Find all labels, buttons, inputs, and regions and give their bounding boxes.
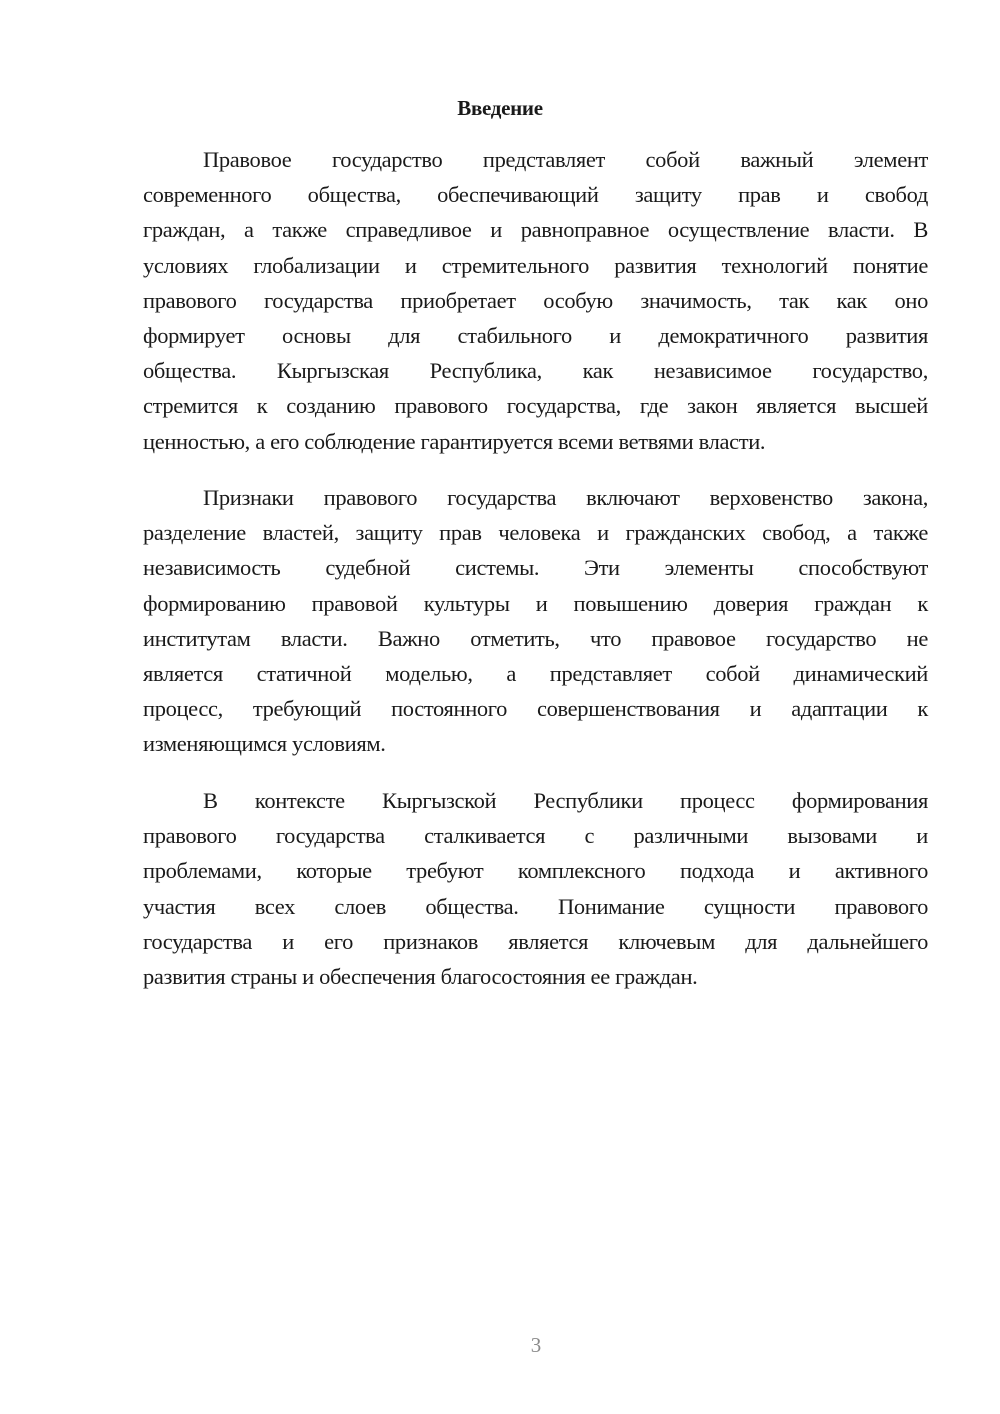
text-line: ценностью, а его соблюдение гарантируется всеми ветвями власти. xyxy=(143,428,766,454)
paragraph-3 xyxy=(143,783,928,994)
section-heading: Введение xyxy=(457,96,543,120)
text-line: проблемами, которые требуют комплексного подхода и активного xyxy=(143,858,928,884)
text-line: участия всех слоев общества. Понимание сущности правового xyxy=(143,893,928,919)
text-line: формирует основы для стабильного и демократичного развития xyxy=(143,322,928,348)
text-line: государства и его признаков является ключевым для дальнейшего xyxy=(143,928,928,954)
text-line: процесс, требующий постоянного совершенствования и адаптации к xyxy=(143,696,928,722)
text-line: условиях глобализации и стремительного развития технологий понятие xyxy=(143,252,928,278)
page-number: 3 xyxy=(530,1333,542,1357)
text-line: В контексте Кыргызской Республики процесс формирования xyxy=(203,788,928,813)
text-line: Признаки правового государства включают верховенство закона, xyxy=(203,485,928,510)
text-line: Правовое государство представляет собой важный элемент xyxy=(203,147,928,172)
text-line: современного общества, обеспечивающий защиту прав и свобод xyxy=(143,182,928,208)
text-line: институтам власти. Важно отметить, что правовое государство не xyxy=(143,625,928,651)
text-line: разделение властей, защиту прав человека и гражданских свобод, а также xyxy=(143,520,928,546)
text-line: независимость судебной системы. Эти элементы способствуют xyxy=(143,555,928,581)
paragraph-2 xyxy=(143,480,928,762)
text-line: общества. Кыргызская Республика, как независимое государство, xyxy=(143,358,928,384)
text-line: формированию правовой культуры и повышению доверия граждан к xyxy=(143,590,928,616)
text-line: правового государства сталкивается с различными вызовами и xyxy=(143,823,928,849)
text-line: изменяющимся условиям. xyxy=(143,731,386,757)
text-line: граждан, а также справедливое и равноправное осуществление власти. В xyxy=(143,217,928,243)
text-line: правового государства приобретает особую значимость, так как оно xyxy=(143,287,928,313)
text-line: развития страны и обеспечения благосостояния ее граждан. xyxy=(143,963,698,989)
text-line: стремится к созданию правового государства, где закон является высшей xyxy=(143,393,928,419)
text-line: является статичной моделью, а представляет собой динамический xyxy=(143,660,928,686)
paragraph-1 xyxy=(143,142,928,459)
